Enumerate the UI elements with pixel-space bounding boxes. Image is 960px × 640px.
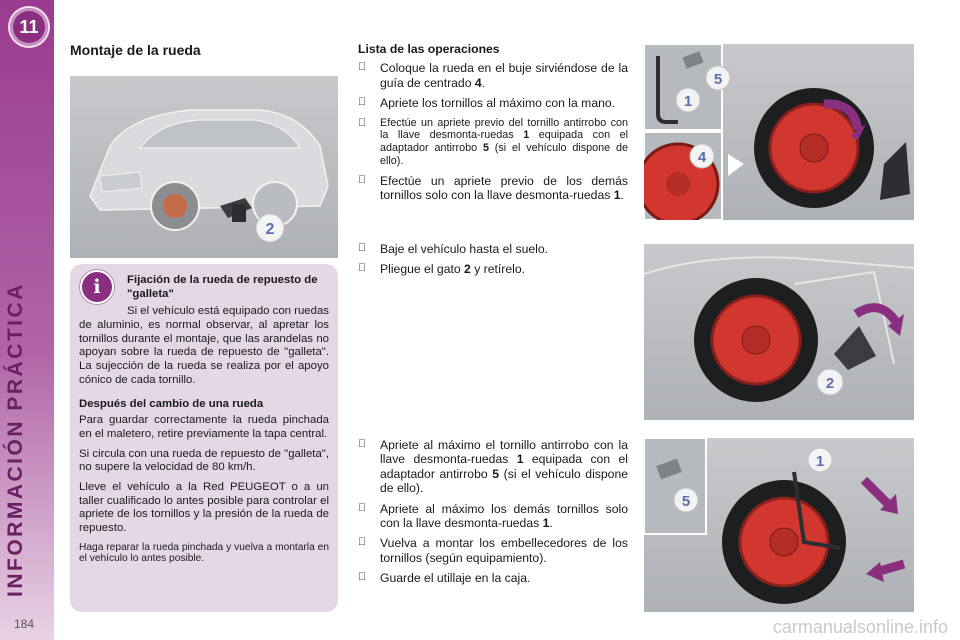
step-2: Apriete los tornillos al máximo con la mano. — [358, 96, 628, 110]
step-1: Coloque la rueda en el buje sirviéndose de la guía de centrado 4. — [358, 61, 628, 90]
bullet-icon — [358, 571, 366, 584]
step-8: Apriete al máximo los demás tornillos solo con la llave desmonta-ruedas 1. — [358, 502, 628, 531]
bullet-icon — [358, 242, 366, 255]
final-tightening-illustration — [644, 438, 914, 612]
chapter-label: INFORMACIÓN PRÁCTICA — [4, 282, 27, 597]
bullet-icon — [358, 438, 366, 451]
info-paragraph-4: Lleve el vehículo a la Red PEUGEOT o a un taller cualificado lo antes posible para controlar el apriete de los tornillos y la presión de la rueda de repuesto. — [79, 480, 329, 534]
callout-2: 2 — [265, 221, 275, 238]
bullet-icon — [358, 536, 366, 549]
jack-lowering-illustration — [644, 244, 914, 420]
step-5: Baje el vehículo hasta el suelo. — [358, 242, 628, 256]
info-subtitle: Después del cambio de una rueda — [79, 397, 264, 410]
callout-1: 1 — [815, 453, 825, 470]
bullet-icon — [358, 117, 366, 130]
operations-heading: Lista de las operaciones — [358, 42, 500, 56]
chapter-sidebar — [0, 0, 54, 640]
wheel-mount-illustration — [644, 44, 914, 220]
info-title: Fijación de la rueda de repuesto de "galleta" — [127, 274, 318, 300]
info-paragraph-1: Si el vehículo está equipado con ruedas de aluminio, es normal observar, al apretar los tornillos durante el montaje, que las arandelas no apoyan sobre la rueda de repuesto de "galleta". La sujección de la rueda se realiza por el apoyo cónico de cada tornillo. — [79, 305, 330, 386]
page-number: 184 — [14, 617, 35, 631]
bullet-icon — [358, 96, 366, 109]
step-10: Guarde el utillaje en la caja. — [358, 571, 628, 585]
step-7: Apriete al máximo el tornillo antirrobo con la llave desmonta-ruedas 1 equipada con el adaptador antirrobo 5 (si el vehículo dispone de ello). — [358, 438, 628, 496]
info-paragraph-3: Si circula con una rueda de repuesto de "galleta", no supere la velocidad de 80 km/h. — [79, 447, 329, 474]
callout-4: 4 — [697, 149, 707, 166]
section-title: Montaje de la rueda — [70, 42, 201, 58]
car-jack-illustration — [70, 76, 338, 258]
bullet-icon — [358, 262, 366, 275]
bullet-icon — [358, 61, 366, 74]
operations-group-1 — [358, 42, 628, 208]
info-paragraph-2: Para guardar correctamente la rueda pinchada en el maletero, retire previamente la tapa central. — [79, 414, 329, 440]
callout-5: 5 — [681, 493, 691, 510]
step-4: Efectúe un apriete previo de los demás tornillos solo con la llave desmonta-ruedas 1. — [358, 174, 628, 203]
callout-5: 5 — [713, 71, 723, 88]
step-6: Pliegue el gato 2 y retírelo. — [358, 262, 628, 276]
info-box — [70, 264, 338, 612]
watermark: carmanualsonline.info — [772, 617, 948, 637]
step-9: Vuelva a montar los embellecedores de los tornillos (según equipamiento). — [358, 536, 628, 565]
bullet-icon — [358, 174, 366, 187]
callout-1: 1 — [683, 93, 693, 110]
callout-2: 2 — [825, 375, 835, 392]
bullet-icon — [358, 502, 366, 515]
info-paragraph-5: Haga reparar la rueda pinchada y vuelva a montarla en el vehículo lo antes posible. — [79, 541, 329, 565]
chapter-number-badge: 11 — [10, 8, 48, 46]
operations-group-2 — [358, 242, 628, 283]
operations-group-3 — [358, 438, 628, 592]
step-3: Efectúe un apriete previo del tornillo antirrobo con la llave desmonta-ruedas 1 equipada con el adaptador antirrobo 5 (si el vehículo dispone de ello). — [358, 117, 628, 168]
info-icon: i — [82, 272, 112, 302]
